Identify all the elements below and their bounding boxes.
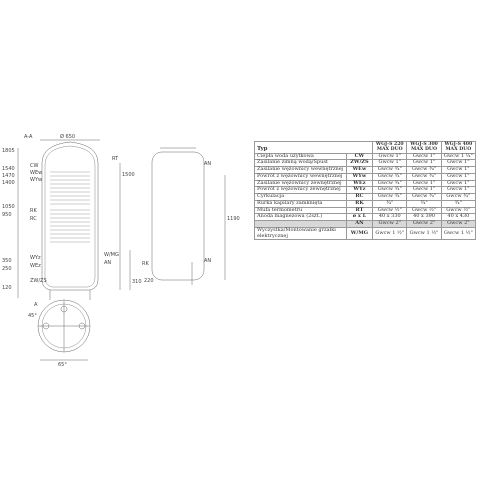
cell-code: ZW/ZS xyxy=(346,160,372,167)
cell-v1: Gwcw 1 ½" xyxy=(373,227,407,240)
cell-v2: Gwcw 1 ½" xyxy=(407,227,441,240)
height-1470: 1470 xyxy=(2,173,15,179)
height-1400: 1400 xyxy=(2,180,15,186)
side-an-bottom: AN xyxy=(204,258,212,264)
table-body xyxy=(255,153,476,240)
coil-lower xyxy=(50,210,90,242)
code-zwzs: ZW/ZS xyxy=(30,278,47,284)
cell-v2: Gwcw ¾" xyxy=(407,194,441,201)
code-wew: WEw xyxy=(30,170,43,176)
cell-v2: 40 x 390 xyxy=(407,214,441,221)
code-wyz: WYz xyxy=(30,255,41,261)
connections-table xyxy=(254,141,476,240)
header-typ: Typ xyxy=(255,142,373,154)
code-cw: CW xyxy=(30,163,39,169)
cell-v1: Gwcw 2" xyxy=(373,221,407,228)
cell-v1: Gwcw ¾" xyxy=(373,194,407,201)
cell-code: RC xyxy=(346,194,372,201)
angle-45: 45° xyxy=(28,313,37,319)
side-220: 220 xyxy=(144,278,154,284)
cell-name: Anoda magnezowa (2szt.) xyxy=(255,214,347,221)
cell-v2: Gwcw 1" xyxy=(407,180,441,187)
cell-v2: Gwcw ¾" xyxy=(407,173,441,180)
diameter-label: Ø 650 xyxy=(60,134,76,140)
cell-name: Cyrkulacja xyxy=(255,194,347,201)
cell-v1: Gwcw ¾" xyxy=(373,187,407,194)
cell-v1: Gwcw 1" xyxy=(373,153,407,160)
cell-v1: 40 x 330 xyxy=(373,214,407,221)
cell-v2: Gwcw 1" xyxy=(407,153,441,160)
cell-v2: Gwcw ¾" xyxy=(407,167,441,174)
height-950: 950 xyxy=(2,212,12,218)
cell-code: WYw xyxy=(346,173,372,180)
table-row xyxy=(255,214,476,221)
cell-name: Ciepła woda użytkowa xyxy=(255,153,347,160)
cell-code: RT xyxy=(346,207,372,214)
cell-v1: Gwcw 1" xyxy=(373,160,407,167)
height-120: 120 xyxy=(2,285,12,291)
header-col1: WGJ-S 220 MAX DUO xyxy=(373,142,407,154)
side-rk: RK xyxy=(142,261,149,267)
cell-v2: ¾" xyxy=(407,200,441,207)
cell-v3: Gwcw 1 ½" xyxy=(441,227,475,240)
cell-name: Powrót z wężownicy zewnętrznej xyxy=(255,187,347,194)
cell-v1: Gwcw ¾" xyxy=(373,180,407,187)
cell-name: Zasilanie zimną wodą/Spust xyxy=(255,160,347,167)
height-1050: 1050 xyxy=(2,204,15,210)
cell-v3: Gwcw 1 ¼" xyxy=(441,153,475,160)
cell-code: RK xyxy=(346,200,372,207)
header-col3: WGJ-S 400 MAX DUO xyxy=(441,142,475,154)
cell-code: AN xyxy=(346,221,372,228)
height-1540: 1540 xyxy=(2,166,15,172)
cell-name: Powrót z wężownicy wewnętrznej xyxy=(255,173,347,180)
cell-v1: Gwcw ½" xyxy=(373,207,407,214)
code-wmg: W/MG xyxy=(104,252,119,258)
cell-name: Zasilanie wężownicy wewnętrznej xyxy=(255,167,347,174)
cell-name: Mufa termometru xyxy=(255,207,347,214)
cell-v3: Gwcw 1" xyxy=(441,173,475,180)
table-header-row xyxy=(255,142,476,154)
cell-code: WYz xyxy=(346,187,372,194)
height-350: 350 xyxy=(2,258,12,264)
cell-name: Wyczystka/Montowanie grzałki elektrycznej xyxy=(255,227,347,240)
cell-code: W/MG xyxy=(346,227,372,240)
code-wyw: WYw xyxy=(30,177,43,183)
cell-v2: Gwcw 1" xyxy=(407,160,441,167)
cell-name: Rurka kapilary zamknięta xyxy=(255,200,347,207)
code-rc: RC xyxy=(30,216,37,222)
section-label: A-A xyxy=(24,134,33,140)
code-rt: RT xyxy=(112,156,119,162)
angle-65: 65° xyxy=(58,362,67,368)
cell-v1: Gwcw ¾" xyxy=(373,167,407,174)
section-mark: A xyxy=(34,302,38,308)
cell-v3: Gwcw 1" xyxy=(441,187,475,194)
cell-v3: Gwcw 1" xyxy=(441,180,475,187)
tank-outline xyxy=(42,142,98,290)
cell-v3: Gwcw 1" xyxy=(441,167,475,174)
cell-v3: ¾" xyxy=(441,200,475,207)
code-an-front: AN xyxy=(104,260,112,266)
cell-v1: ¾" xyxy=(373,200,407,207)
cell-code: WEz xyxy=(346,180,372,187)
coil-upper xyxy=(50,172,90,204)
table-row xyxy=(255,187,476,194)
cell-v1: Gwcw ¾" xyxy=(373,173,407,180)
cell-v3: Gwcw ¾" xyxy=(441,194,475,201)
dim-1500: 1500 xyxy=(122,172,135,178)
cell-v3: Gwcw 1" xyxy=(441,160,475,167)
cell-v2: Gwcw 1" xyxy=(407,187,441,194)
cell-code: CW xyxy=(346,153,372,160)
header-col2: WGJ-S 300 MAX DUO xyxy=(407,142,441,154)
cell-v3: Gwcw ½" xyxy=(441,207,475,214)
dim-310: 310 xyxy=(132,279,142,285)
cell-v3: Gwcw 2" xyxy=(441,221,475,228)
cell-name: Zasilanie wężownicy zewnętrznej xyxy=(255,180,347,187)
cell-v3: 40 x 430 xyxy=(441,214,475,221)
side-an-top: AN xyxy=(204,161,212,167)
cell-code: WEw xyxy=(346,167,372,174)
cell-code: ø x L xyxy=(346,214,372,221)
code-rk: RK xyxy=(30,208,37,214)
side-1190: 1190 xyxy=(227,216,240,222)
table-row xyxy=(255,227,476,240)
cell-v2: Gwcw 2" xyxy=(407,221,441,228)
code-wez: WEz xyxy=(30,263,41,269)
cell-v2: Gwcw ½" xyxy=(407,207,441,214)
height-1805: 1805 xyxy=(2,148,15,154)
height-250: 250 xyxy=(2,266,12,272)
